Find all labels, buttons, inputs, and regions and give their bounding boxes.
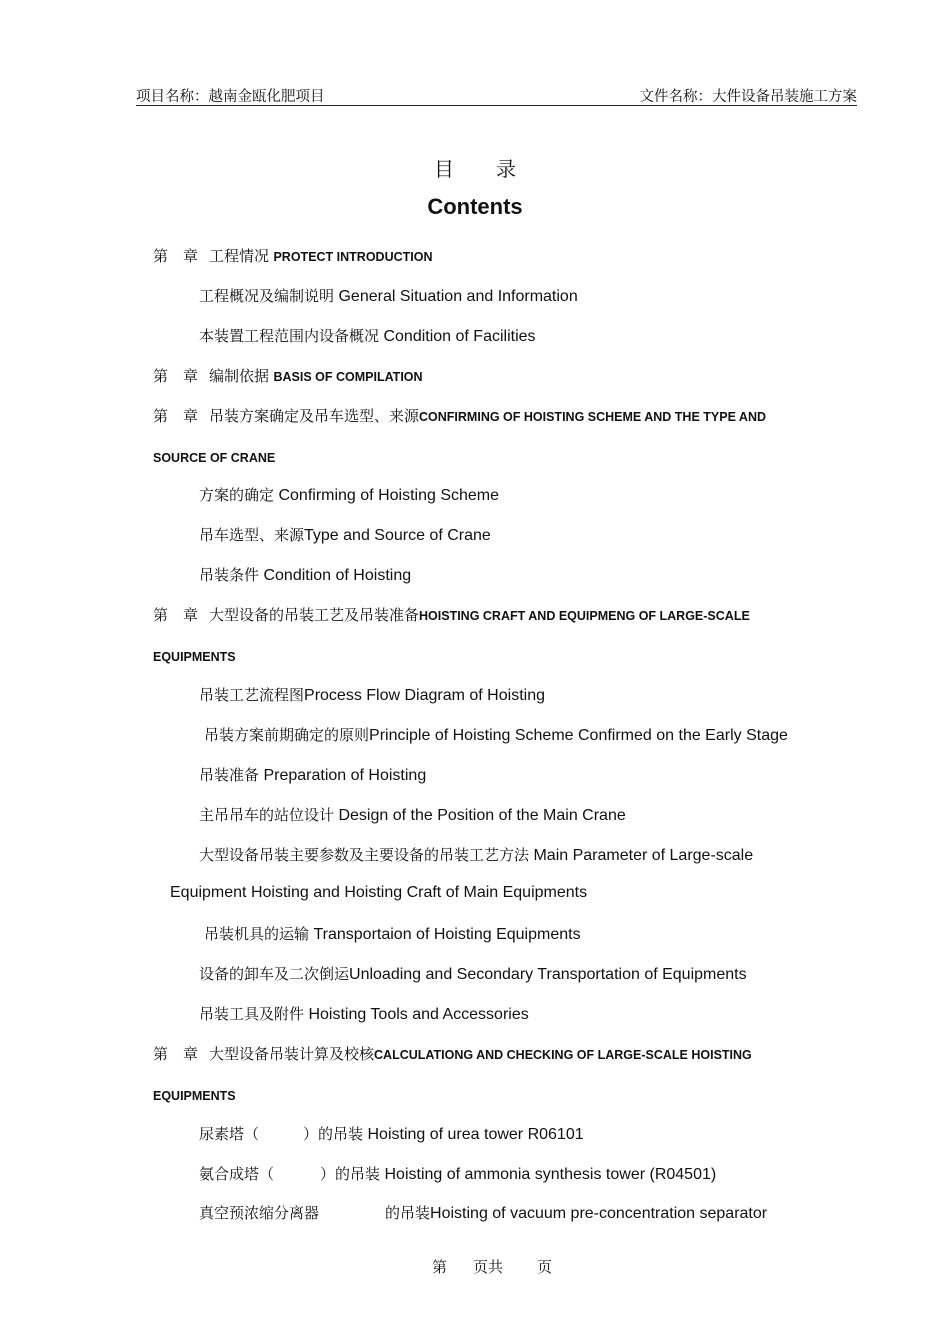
chapter-title-en-cont: EQUIPMENTS: [153, 1089, 236, 1103]
section-title-cn-2: ）的吊装: [303, 1125, 364, 1143]
toc-chapter-5-cont: [153, 1087, 236, 1105]
section-title-cn: 大型设备吊装主要参数及主要设备的吊装工艺方法: [199, 846, 530, 864]
section-title-en: Type and Source of Crane: [304, 527, 491, 544]
toc-title-cn: 目录: [434, 157, 558, 181]
toc-section-4-2[interactable]: [204, 724, 788, 745]
section-title-cn: 真空预浓缩分离器: [199, 1204, 320, 1222]
section-title-en: Hoisting Tools and Accessories: [308, 1006, 529, 1023]
section-title-en: Design of the Position of the Main Crane: [338, 807, 626, 824]
chapter-title-cn: 大型设备的吊装工艺及吊装准备: [209, 606, 420, 624]
footer-total-label: 页: [537, 1258, 553, 1276]
chapter-prefix: 第 章: [153, 1045, 199, 1063]
toc-section-4-4[interactable]: [199, 804, 626, 825]
section-title-cn: 方案的确定: [199, 486, 275, 504]
section-title-cn: 工程概况及编制说明: [199, 287, 335, 305]
section-title-cn: 设备的卸车及二次倒运: [199, 965, 350, 983]
page-header: [136, 84, 857, 106]
toc-chapter-5[interactable]: [153, 1043, 752, 1064]
section-title-cn: 吊装机具的运输: [204, 925, 310, 943]
chapter-title-cn: 工程情况: [209, 247, 270, 265]
footer-page-label: 第: [432, 1258, 448, 1276]
toc-section-3-2[interactable]: [199, 524, 491, 545]
chapter-prefix: 第 章: [153, 247, 199, 265]
toc-section-4-5-cont: [170, 884, 587, 902]
toc-section-4-3[interactable]: [199, 764, 426, 785]
section-title-en: Hoisting of ammonia synthesis tower (R04501): [384, 1166, 717, 1183]
chapter-title-cn: 编制依据: [209, 367, 270, 385]
chapter-title-en: CONFIRMING OF HOISTING SCHEME AND THE TYPE AND: [419, 410, 767, 424]
toc-section-4-6[interactable]: [204, 923, 581, 944]
section-title-cn: 吊装条件: [199, 566, 260, 584]
chapter-prefix: 第 章: [153, 407, 199, 425]
chapter-title-cn: 吊装方案确定及吊车选型、来源: [209, 407, 420, 425]
section-title-cn: 氨合成塔（: [199, 1165, 275, 1183]
toc-chapter-4[interactable]: [153, 604, 750, 625]
toc-section-4-8[interactable]: [199, 1003, 529, 1024]
chapter-title-en-cont: EQUIPMENTS: [153, 650, 236, 664]
toc-chapter-4-cont: [153, 648, 236, 666]
toc-section-3-1[interactable]: [199, 484, 499, 505]
chapter-title-en: PROTECT INTRODUCTION: [273, 250, 433, 264]
section-title-cn: 尿素塔（: [199, 1125, 260, 1143]
section-title-cn: 本装置工程范围内设备概况: [199, 327, 380, 345]
toc-section-4-1[interactable]: [199, 684, 545, 705]
toc-chapter-3[interactable]: [153, 405, 766, 426]
toc-section-4-7[interactable]: [199, 963, 747, 984]
toc-section-5-2[interactable]: [199, 1163, 716, 1184]
footer-page-of-label: 页共: [473, 1258, 504, 1276]
section-title-cn: 吊装工艺流程图: [199, 686, 305, 704]
section-title-cn-2: 的吊装: [385, 1204, 431, 1222]
chapter-title-en: CALCULATIONG AND CHECKING OF LARGE‑SCALE HOISTING: [374, 1048, 752, 1062]
section-title-en: Condition of Facilities: [383, 328, 536, 345]
section-title-en-cont: Equipment Hoisting and Hoisting Craft of Main Equipments: [170, 884, 588, 901]
toc-chapter-3-cont: [153, 449, 275, 467]
toc-section-4-5[interactable]: [199, 844, 753, 865]
section-title-en: Main Parameter of Large-scale: [533, 847, 754, 864]
section-title-en: Unloading and Secondary Transportation of Equipments: [349, 966, 747, 983]
chapter-prefix: 第 章: [153, 606, 199, 624]
toc-section-1-2[interactable]: [199, 325, 536, 346]
toc-section-5-1[interactable]: [199, 1123, 584, 1144]
chapter-title-cn: 大型设备吊装计算及校核: [209, 1045, 375, 1063]
section-title-en: Transportaion of Hoisting Equipments: [313, 926, 581, 943]
section-title-cn: 吊装准备: [199, 766, 260, 784]
section-title-cn: 吊装工具及附件: [199, 1005, 305, 1023]
header-project-name: 项目名称：越南金瓯化肥项目: [136, 89, 325, 105]
section-title-en: Condition of Hoisting: [263, 567, 412, 584]
section-title-en: Hoisting of vacuum pre-concentration separator: [430, 1205, 768, 1222]
chapter-prefix: 第 章: [153, 367, 199, 385]
header-file-name: 文件名称：大件设备吊装施工方案: [639, 89, 857, 105]
chapter-title-en-cont: SOURCE OF CRANE: [153, 451, 276, 465]
section-title-cn: 吊装方案前期确定的原则: [204, 726, 370, 744]
page-footer: [432, 1256, 552, 1277]
section-title-cn: 吊车选型、来源: [199, 526, 305, 544]
section-title-en: Principle of Hoisting Scheme Confirmed on the Early Stage: [369, 727, 788, 744]
chapter-title-en: HOISTING CRAFT AND EQUIPMENG OF LARGE‑SCALE: [419, 609, 750, 623]
toc-section-3-3[interactable]: [199, 564, 411, 585]
toc-chapter-1[interactable]: [153, 245, 433, 266]
toc-chapter-2[interactable]: [153, 365, 423, 386]
toc-title-en: Contents: [427, 194, 523, 219]
section-title-en: Confirming of Hoisting Scheme: [278, 487, 500, 504]
section-title-cn-2: ）的吊装: [320, 1165, 381, 1183]
section-title-en: Preparation of Hoisting: [263, 767, 427, 784]
section-title-en: General Situation and Information: [338, 288, 578, 305]
toc-section-1-1[interactable]: [199, 285, 578, 306]
section-title-cn: 主吊吊车的站位设计: [199, 806, 335, 824]
chapter-title-en: BASIS OF COMPILATION: [273, 370, 423, 384]
section-title-en: Hoisting of urea tower R06101: [367, 1126, 584, 1143]
toc-section-5-3[interactable]: [199, 1202, 767, 1223]
section-title-en: Process Flow Diagram of Hoisting: [304, 687, 545, 704]
